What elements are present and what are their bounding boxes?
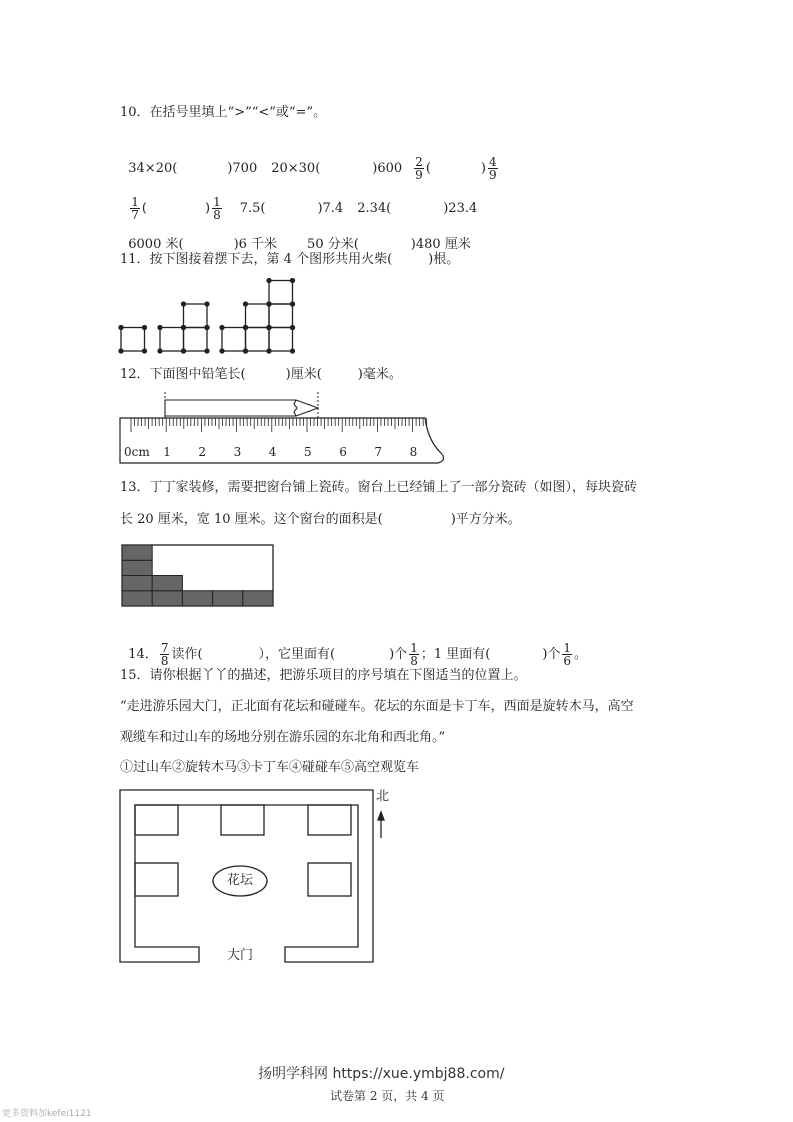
match-head	[182, 326, 186, 330]
q14-f: 。	[574, 647, 588, 662]
match-head	[158, 326, 162, 330]
tile	[122, 545, 152, 560]
ruler-label: 4	[268, 445, 277, 459]
q11-end: )根。	[428, 252, 460, 267]
ruler-label: 8	[409, 445, 418, 459]
fraction: $\frac{1}{8}$	[213, 195, 221, 222]
fraction: $\frac{4}{9}$	[488, 155, 497, 182]
match-head	[182, 349, 186, 353]
matchstick-square	[222, 328, 246, 352]
matchstick-square	[269, 304, 293, 328]
q15-quote2: 观缆车和过山车的场地分别在游乐园的东北角和西北角。”	[120, 730, 446, 745]
match-head	[143, 326, 147, 330]
q10-r2-f: )23.4	[443, 201, 478, 216]
matchstick-figures	[119, 279, 295, 354]
q14-a: 读作(	[171, 647, 203, 662]
match-head	[244, 349, 248, 353]
q13-b: )平方分米。	[450, 512, 521, 527]
area-east	[308, 863, 351, 896]
match-head	[143, 349, 147, 353]
ruler-label: 1	[163, 445, 171, 459]
match-head	[291, 279, 295, 283]
match-head	[267, 279, 271, 283]
q10-r1-b: )700	[227, 161, 258, 176]
matchstick-square	[184, 328, 208, 352]
match-head	[244, 326, 248, 330]
pencil	[165, 400, 318, 416]
tile	[213, 591, 243, 606]
match-head	[119, 326, 123, 330]
match-head	[267, 349, 271, 353]
flowerbed-label: 花坛	[227, 873, 254, 888]
tile	[122, 576, 152, 591]
q10-r2-e: 2.34(	[357, 201, 392, 216]
q15-title: 15．请你根据丫丫的描述，把游乐项目的序号填在下图适当的位置上。	[120, 668, 527, 683]
watermark: 扬明学科网 https://xue.ymbj88.com/	[258, 1066, 505, 1082]
tile	[152, 591, 182, 606]
q10-r2-c: 7.5(	[239, 201, 266, 216]
ruler-label: 5	[304, 445, 312, 459]
q10-r2-b: )	[204, 201, 211, 216]
q15-options: ①过山车②旋转木马③卡丁车④碰碰车⑤高空观览车	[120, 760, 420, 775]
q15-quote1: “走进游乐园大门，正北面有花坛和碰碰车。花坛的东面是卡丁车，西面是旋转木马，高空	[120, 699, 634, 714]
match-head	[267, 302, 271, 306]
ruler-label: 2	[198, 445, 207, 459]
match-head	[244, 302, 248, 306]
q12-a: 12．下面图中铅笔长(	[120, 367, 246, 382]
q13-line1: 13．丁丁家装修，需要把窗台铺上瓷砖。窗台上已经铺上了一部分瓷砖（如图），每块瓷砖	[120, 480, 638, 495]
area-northeast	[308, 805, 351, 835]
q10-r1-e: (	[425, 161, 431, 176]
q10-r1-d: )600	[372, 161, 403, 176]
tile	[152, 576, 182, 591]
q11-text: 11．按下图接着摆下去，第 4 个图形共用火柴(	[120, 252, 393, 267]
q12-c: )毫米。	[357, 367, 402, 382]
matchstick-square	[121, 328, 145, 352]
matchstick-square	[269, 328, 293, 352]
match-head	[119, 349, 123, 353]
q10-r3-a: 6000 米(	[128, 237, 184, 252]
match-head	[220, 349, 224, 353]
matchstick-square	[246, 328, 270, 352]
tile	[122, 560, 152, 575]
q10-title: 10．在括号里填上“>”“<”或“=”。	[120, 105, 327, 120]
q14-d: ；1 里面有(	[420, 647, 491, 662]
ruler-label: 0cm	[124, 445, 150, 459]
q14-e: )个	[542, 647, 561, 662]
match-head	[158, 349, 162, 353]
area-northwest	[135, 805, 178, 835]
q10-r1-c: 20×30(	[271, 161, 321, 176]
q10-r2-d: )7.4	[317, 201, 344, 216]
q10-r3-b: )6 千米	[233, 237, 278, 252]
q13-a: 长 20 厘米，宽 10 厘米。这个窗台的面积是(	[120, 512, 383, 527]
tile	[122, 591, 152, 606]
match-head	[267, 326, 271, 330]
q14-num: 14．	[128, 647, 158, 662]
matchstick-square	[160, 328, 184, 352]
match-head	[182, 302, 186, 306]
tile	[182, 591, 212, 606]
area-west	[135, 863, 178, 896]
north-label: 北	[376, 789, 390, 804]
q10-r1-f: )	[480, 161, 486, 176]
match-head	[291, 349, 295, 353]
ruler-figure	[120, 392, 444, 463]
fraction: $\frac{1}{7}$	[131, 195, 139, 222]
gate-label: 大门	[227, 948, 254, 963]
ruler-label: 3	[233, 445, 242, 459]
q12-b: )厘米(	[285, 367, 322, 382]
q10-r3-d: )480 厘米	[410, 237, 471, 252]
q10-r1-a: 34×20(	[128, 161, 178, 176]
matchstick-square	[269, 281, 293, 305]
ruler-label: 7	[374, 445, 383, 459]
match-head	[220, 326, 224, 330]
match-head	[205, 302, 209, 306]
q10-r3-c: 50 分米(	[307, 237, 359, 252]
tile	[243, 591, 273, 606]
side-note: 更多资料加kefei1121	[2, 1109, 92, 1119]
matchstick-square	[246, 304, 270, 328]
match-head	[291, 326, 295, 330]
fraction: $\frac{1}{6}$	[563, 641, 572, 668]
q14-b: ），它里面有(	[258, 647, 336, 662]
match-head	[205, 349, 209, 353]
fraction: $\frac{2}{9}$	[415, 155, 423, 182]
match-head	[291, 302, 295, 306]
windowsill-tiles	[122, 545, 273, 606]
fraction: $\frac{7}{8}$	[160, 641, 169, 668]
q10-r2-a: (	[141, 201, 147, 216]
match-head	[205, 326, 209, 330]
fraction: $\frac{1}{8}$	[410, 641, 418, 668]
page-number: 试卷第 2 页，共 4 页	[330, 1089, 445, 1103]
q14-c: )个	[389, 647, 408, 662]
matchstick-square	[184, 304, 208, 328]
ruler-label: 6	[339, 445, 347, 459]
area-north	[221, 805, 264, 835]
